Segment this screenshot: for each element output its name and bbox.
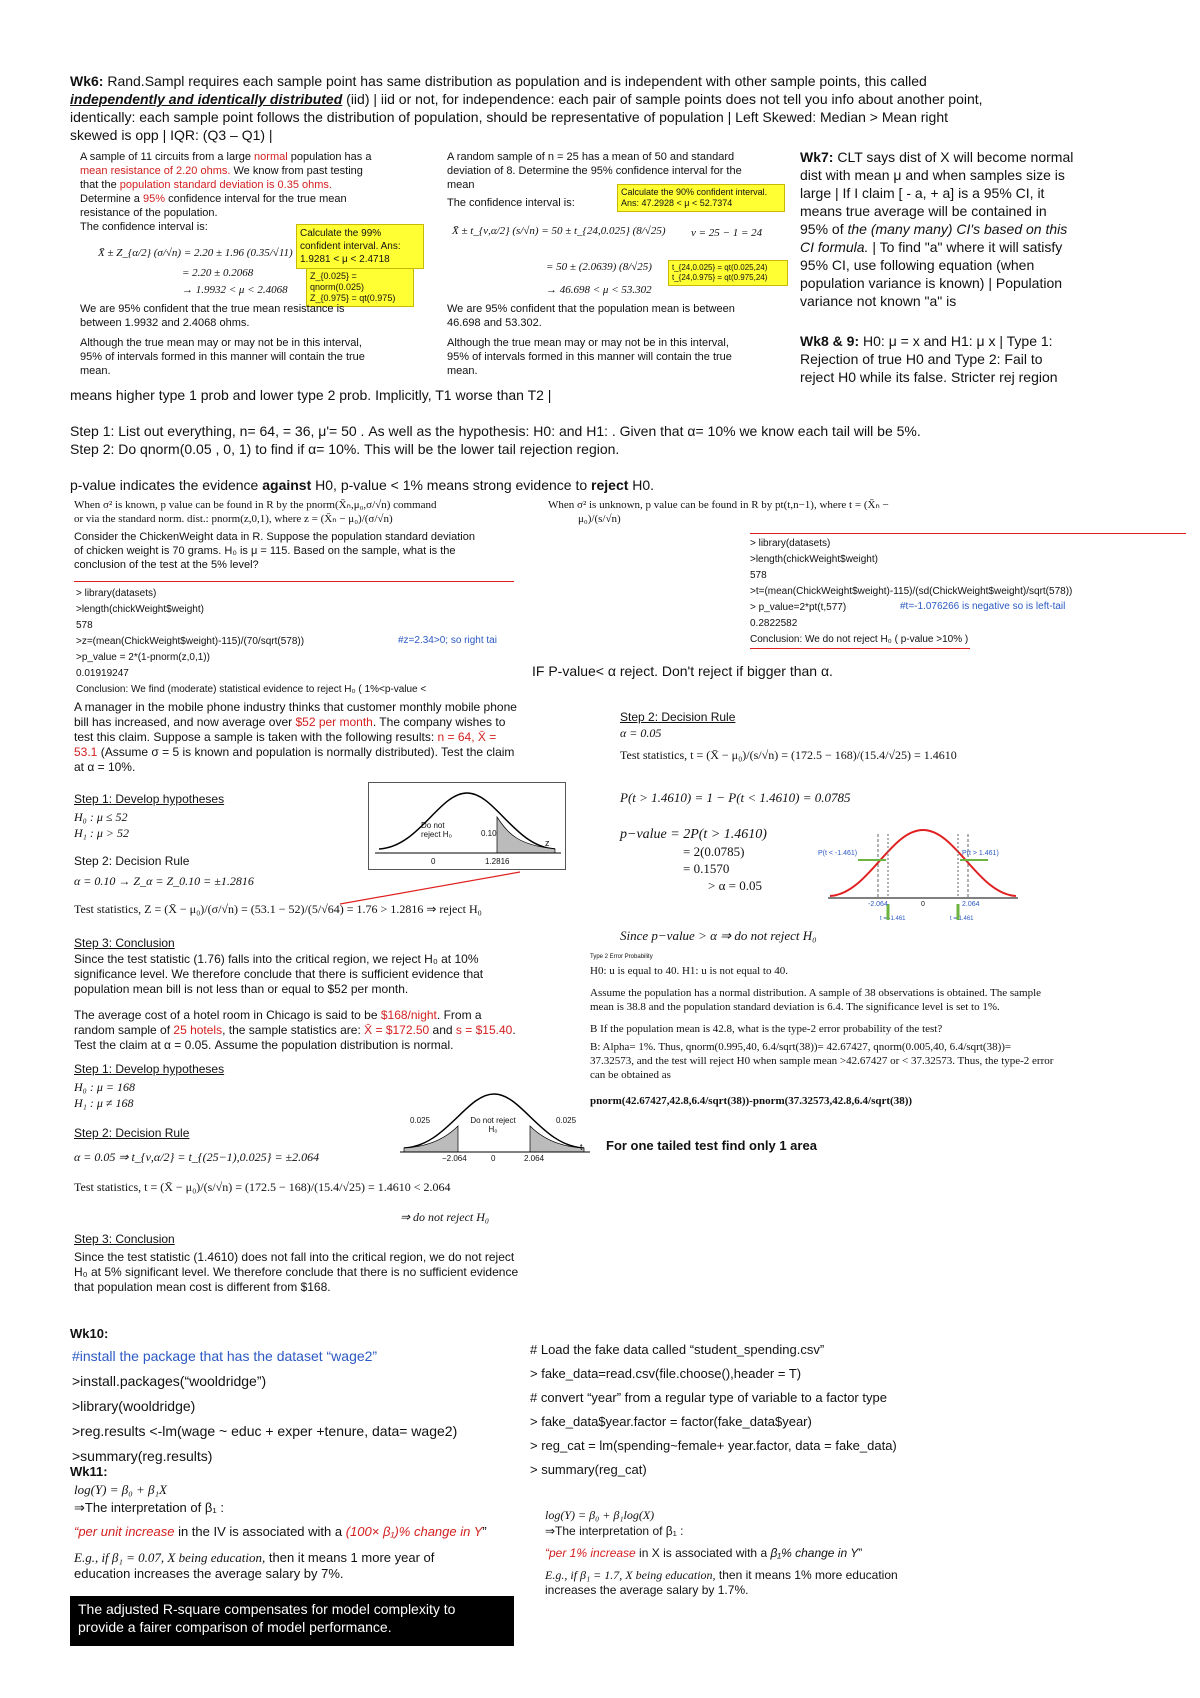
pvalue-rule: IF P-value< α reject. Don't reject if bigger than α. <box>532 663 833 679</box>
ex1-highlight: 95% <box>142 193 166 205</box>
pvalue-text: H0. <box>628 477 655 493</box>
wk7-text: the (many many) CI's based on this <box>847 221 1068 237</box>
type2-text: H0: u is equal to 40. H1: u is not equal to 40. <box>590 965 788 977</box>
ex2-df: ν = 25 − 1 = 24 <box>691 227 763 239</box>
hotel-h0: H₀ : μ = 168 <box>74 1080 135 1094</box>
adjusted-r-square-note <box>70 1596 514 1646</box>
wk11-example1 <box>74 1550 544 1582</box>
wk11-quote1 <box>74 1524 594 1540</box>
r-code-line: Conclusion: We find (moderate) statistical evidence to reject H₀ ( 1%<p-value < <box>76 684 427 695</box>
z-test-example <box>74 700 594 775</box>
wk11-example-text: increases the average salary by 1.7%. <box>545 1583 749 1597</box>
wk11-example-text: education increases the average salary by 7%. <box>74 1566 344 1581</box>
t-fig-label: 2.064 <box>962 901 980 908</box>
wk10-left-code <box>72 1344 542 1469</box>
t-curve-svg <box>828 824 1018 924</box>
hotel-rule: α = 0.05 ⇒ t_{ν,α/2} = t_{(25−1),0.025} = ±2.064 <box>74 1150 320 1164</box>
r-code-line: 0.01919247 <box>76 668 129 679</box>
zex-text: . The company wishes to <box>372 715 506 729</box>
t-fig-label: -2.064 <box>868 901 888 908</box>
ex2-conclusion <box>447 302 787 378</box>
hotel-step2: Step 2: Decision Rule <box>74 1126 190 1140</box>
zex-rule: α = 0.10 → Z_α = Z_0.10 = ±1.2816 <box>74 874 254 888</box>
divider-line <box>74 581 514 582</box>
wk11-example-text: E.g., if β₁ = 1.7, X being education, <box>545 1568 716 1582</box>
hotel-text: Test the claim at α = 0.05. Assume the population distribution is normal. <box>74 1038 454 1052</box>
wk10-heading: Wk10: <box>70 1326 109 1341</box>
wk10-code-line: >library(wooldridge) <box>72 1398 196 1414</box>
adjusted-r-square-text: provide a fairer comparison of model performance. <box>78 1619 392 1635</box>
wk11-quote-text: ” <box>482 1524 487 1539</box>
chick-question-text: Consider the ChickenWeight data in R. Suppose the population standard deviation <box>74 531 475 543</box>
tex-pvalue: > α = 0.05 <box>708 878 762 893</box>
type2-text: Assume the population has a normal distribution. A sample of 38 observations is obtained. The sample <box>590 987 1042 999</box>
r-code-line: >length(chickWeight$weight) <box>76 604 204 615</box>
hotel-text: The average cost of a hotel room in Chicago is said to be <box>74 1008 381 1022</box>
adjusted-r-square-text: The adjusted R-square compensates for model complexity to <box>78 1601 456 1617</box>
ex1-text: that the <box>80 179 120 191</box>
wk10-code-line: >install.packages(“wooldridge”) <box>72 1373 267 1389</box>
r-code-line: Conclusion: We do not reject H₀ ( p-value >10% ) <box>750 634 969 645</box>
zex-step3: Step 3: Conclusion <box>74 936 175 950</box>
wk11-heading: Wk11: <box>70 1464 108 1479</box>
pvalue-emph: against <box>262 477 312 493</box>
wk11-quote-text: in X is associated with a <box>635 1546 771 1560</box>
hotel-text: random sample of <box>74 1023 174 1037</box>
hotel-fig-label: 0.025 <box>410 1116 431 1125</box>
ex1-text: Determine a <box>80 193 143 205</box>
z-bell-curve <box>379 793 555 849</box>
wk11-model2: log(Y) = β₀ + β₁log(X) <box>545 1508 655 1522</box>
wk6-section <box>70 72 1130 144</box>
tex-step2: Step 2: Decision Rule <box>620 710 736 724</box>
steps-section <box>70 422 1150 458</box>
wk7-text: dist with mean μ and when samples size is <box>800 167 1065 183</box>
ex1-practice-note: Calculate the 99% confident interval. Ans: 1.9281 < μ < 2.4718 <box>296 224 424 269</box>
hotel-highlight: $168/night <box>380 1008 437 1022</box>
wk10-code-line: > reg_cat = lm(spending~female+ year.factor, data = fake_data) <box>530 1438 897 1453</box>
pvalue-unknown-text: When σ² is unknown, p value can be found in R by pt(t,n−1), where t = (X̄ₙ − <box>548 499 889 511</box>
t-fig-label: t = 1.461 <box>950 916 974 922</box>
z-fig-label: Do not reject H₀ <box>421 821 452 839</box>
type2-text: B: Alpha= 1%. Thus, qnorm(0.995,40, 6.4/sqrt(38))= 42.67427, qnorm(0.005,40, 6.4/sqrt(38))= <box>590 1041 1012 1053</box>
wk10-code-line: # Load the fake data called “student_spending.csv” <box>530 1342 825 1357</box>
type2-tail-note: For one tailed test find only 1 area <box>606 1138 817 1153</box>
wk11-model1: log(Y) = β₀ + β₁X <box>74 1482 167 1497</box>
ex1-text: confidence interval for the true mean <box>165 193 347 205</box>
ex2-r-note <box>668 260 788 286</box>
type2-code: pnorm(42.67427,42.8,6.4/sqrt(38))-pnorm(37.32573,42.8,6.4/sqrt(38)) <box>590 1095 913 1107</box>
zex-conclusion <box>74 952 604 997</box>
hotel-text: H₀ at 5% significant level. We therefore conclude that there is no sufficient evidence <box>74 1265 519 1279</box>
r-code-comment: #z=2.34>0; so right tai <box>398 635 497 646</box>
wk11-quote-emph: β₁% change in Y <box>770 1546 859 1560</box>
ex2-text: mean. <box>447 365 478 377</box>
tex-pvalue: = 2(0.0785) <box>683 844 745 859</box>
tex-pvalue: p−value = 2P(t > 1.4610) <box>620 827 767 842</box>
hotel-text: and <box>429 1023 456 1037</box>
hotel-fig-label: t <box>580 1142 583 1152</box>
pvalue-unknown-text: μ₀)/(s/√n) <box>578 513 621 525</box>
zex-text: test this claim. Suppose a sample is taken with the following results: <box>74 730 438 744</box>
ex2-text: mean <box>447 179 475 191</box>
pvalue-known <box>74 498 544 526</box>
wk7-text: | To find "a" where it will satisfy <box>868 239 1063 255</box>
wk11-example-text: E.g., if β₁ = 0.07, X being education, <box>74 1550 266 1565</box>
hotel-example <box>74 1008 614 1053</box>
z-rejection-figure <box>368 782 566 870</box>
divider-line <box>750 533 1186 534</box>
ex2-text: deviation of 8. Determine the 95% confidence interval for the <box>447 165 742 177</box>
wk7-text: large | If I claim [ - a, + a] is a 95% CI, it <box>800 185 1045 201</box>
r-code-line: > library(datasets) <box>76 588 157 599</box>
pvalue-known-text: or via the standard norm. dist.: pnorm(z,0,1), where z = (X̄ₙ − μ₀)/(σ/√n) <box>74 513 393 525</box>
hotel-highlight: X̄ = $172.50 <box>364 1023 430 1037</box>
hotel-text: Since the test statistic (1.4610) does not fall into the critical region, we do not reject <box>74 1250 515 1264</box>
wk6-text: identically: each sample point follows the distribution of population, should be representative of population | Left Skewed: Median > Mean right <box>70 109 949 125</box>
zex-text: (Assume σ = 5 is known and population is normally distributed). Test the claim <box>97 745 515 759</box>
type2-text: can be obtained as <box>590 1069 671 1081</box>
hotel-fig-label: −2.064 <box>442 1154 467 1163</box>
wk11-interp1: ⇒The interpretation of β₁ : <box>74 1500 224 1515</box>
zex-h1: H₁ : μ > 52 <box>74 826 129 840</box>
hotel-highlight: 25 hotels <box>173 1023 223 1037</box>
zex-text: Since the test statistic (1.76) falls into the critical region, we reject H₀ at 10% <box>74 952 479 966</box>
t-bell-curve <box>830 830 1016 896</box>
hotel-dnr: ⇒ do not reject H₀ <box>400 1210 490 1224</box>
ex2-text: We are 95% confident that the population mean is between <box>447 303 735 315</box>
hotel-fig-label: 0.025 <box>556 1116 577 1125</box>
zex-step1: Step 1: Develop hypotheses <box>74 792 225 806</box>
wk11-quote2 <box>545 1546 1105 1561</box>
t-pvalue-figure <box>818 824 1018 924</box>
ex1-text: We are 95% confident that the true mean resistance is <box>80 303 345 315</box>
wk7-text: variance not known "a" is <box>800 293 957 309</box>
ex1-text: Although the true mean may or may not be in this interval, <box>80 337 362 349</box>
wk89-text: H0: μ = x and H1: μ x | Type 1: <box>859 333 1053 349</box>
ex1-formula: → 1.9932 < μ < 2.4068 <box>182 284 288 296</box>
wk89-text: Rejection of true H0 and Type 2: Fail to <box>800 351 1043 367</box>
wk7-text: CI formula. <box>800 239 869 255</box>
ex1-text: 95% of intervals formed in this manner will contain the true <box>80 351 365 363</box>
ex1-highlight: population standard deviation is 0.35 ohms. <box>119 179 332 191</box>
pvalue-text: H0, p-value < 1% means strong evidence to <box>311 477 592 493</box>
r-code-t-test <box>750 536 1190 648</box>
z-fig-label: 1.2816 <box>485 857 510 866</box>
ex1-highlight: mean resistance of 2.20 ohms. <box>80 165 231 177</box>
ex2-r-note-line: t_{24,0.975} = qt(0.975,24) <box>672 273 768 282</box>
ex2-text: The confidence interval is: <box>447 197 575 209</box>
zex-text: bill has increased, and now average over <box>74 715 296 729</box>
ex2-formula: → 46.698 < μ < 53.302 <box>546 284 652 296</box>
ex2-practice-note: Calculate the 90% confident interval. Ans: 47.2928 < μ < 52.7374 <box>617 184 785 212</box>
ex1-text: We know from past testing <box>230 165 363 177</box>
r-code-line: >p_value = 2*(1-pnorm(z,0,1)) <box>76 652 210 663</box>
zex-test-stat: Test statistics, Z = (X̄ − μ₀)/(σ/√n) = (53.1 − 52)/(5/√64) = 1.76 > 1.2816 ⇒ reject H₀ <box>74 902 482 916</box>
wk6-heading: Wk6: <box>70 73 104 89</box>
chick-question <box>74 530 534 572</box>
wk11-quote-emph: “per 1% increase <box>545 1546 636 1560</box>
ex2-formula: X̄ ± t_{ν,α/2} (s/√n) = 50 ± t_{24,0.025} (8/√25) <box>452 225 666 237</box>
wk89-heading: Wk8 & 9: <box>800 333 860 349</box>
wk11-example-text: then it means 1% more education <box>715 1568 898 1582</box>
hotel-step3: Step 3: Conclusion <box>74 1232 175 1246</box>
hotel-text: . <box>512 1023 516 1037</box>
wk7-text: population variance is known) | Population <box>800 275 1063 291</box>
ex1-r-note-line: Z_{0.975} = qt(0.975) <box>310 293 396 303</box>
wk7-text: CLT says dist of X will become normal <box>833 149 1074 165</box>
pvalue-emph: reject <box>591 477 629 493</box>
hotel-fig-label: Do not reject H₀ <box>470 1116 516 1134</box>
wk11-quote-text: ” <box>858 1546 863 1560</box>
t-fig-label: t = -1.461 <box>880 916 906 922</box>
ex2-r-note-line: t_{24,0.025} = qt(0.025,24) <box>672 263 768 272</box>
ex1-text: between 1.9932 and 2.4068 ohms. <box>80 317 250 329</box>
pvalue-known-text: When σ² is known, p value can be found in R by the pnorm(X̄ₙ,μ₀,σ/√n) command <box>74 499 437 511</box>
wk6-text: Rand.Sampl requires each sample point has same distribution as population and is independent with other sample points, this called <box>103 73 927 89</box>
tex-pvalue: = 0.1570 <box>683 861 730 876</box>
type2-title: Type 2 Error Probability <box>590 954 653 960</box>
wk10-code-line: > fake_data=read.csv(file.choose(),header = T) <box>530 1366 802 1381</box>
zex-step2: Step 2: Decision Rule <box>74 854 190 868</box>
z-fig-label: 0 <box>431 857 436 866</box>
r-code-line: >z=(mean(ChickWeight$weight)-115)/(70/sqrt(578)) <box>76 636 305 647</box>
tex-since: Since p−value > α ⇒ do not reject H₀ <box>620 928 817 943</box>
iid-term: independently and identically distributed <box>70 91 343 107</box>
hotel-fig-label: 2.064 <box>524 1154 545 1163</box>
type2-text: mean is 38.8 and the population standard deviation is 6.4. The significance level is set to 1%. <box>590 1001 1000 1013</box>
hotel-text: that population mean cost is different from $168. <box>74 1280 331 1294</box>
wk10-code-line: # convert “year” from a regular type of variable to a factor type <box>530 1390 887 1405</box>
zex-arrow <box>340 868 540 908</box>
hotel-step1: Step 1: Develop hypotheses <box>74 1062 225 1076</box>
hotel-highlight: s = $15.40 <box>455 1023 513 1037</box>
wk10-code-line: > fake_data$year.factor = factor(fake_data$year) <box>530 1414 812 1429</box>
wk6-text: (iid) | iid or not, for independence: each pair of sample points does not tell you info about another point, <box>342 91 983 107</box>
zex-text: significance level. We therefore conclude that there is sufficient evidence that <box>74 967 484 981</box>
r-code-line: >t=(mean(ChickWeight$weight)-115)/(sd(ChickWeight$weight)/sqrt(578)) <box>750 586 1073 597</box>
r-code-line: > p_value=2*pt(t,577) <box>750 602 847 613</box>
type2-section <box>590 964 1150 1108</box>
wk6-text: skewed is opp | IQR: (Q3 – Q1) | <box>70 127 273 143</box>
ex1-highlight: normal <box>254 151 288 163</box>
wk11-example-text: then it means 1 more year of <box>265 1550 435 1565</box>
ex1-formula: = 2.20 ± 0.2068 <box>182 267 254 279</box>
wk11-quote-emph: (100× β₁)% change in Y <box>345 1524 483 1539</box>
r-code-line: 578 <box>76 620 93 631</box>
wk11-quote-emph: “per unit increase <box>74 1524 175 1539</box>
ex1-text: population has a <box>287 151 372 163</box>
wk89-text: reject H0 while its false. Stricter rej region <box>800 369 1058 385</box>
hotel-fig-label: 0 <box>491 1154 496 1163</box>
wk7-text: 95% CI, use following equation (when <box>800 257 1035 273</box>
wk7-heading: Wk7: <box>800 149 834 165</box>
wk7-section <box>800 148 1135 310</box>
zex-text: A manager in the mobile phone industry thinks that customer monthly mobile phone <box>74 700 517 714</box>
step-text: Step 2: Do qnorm(0.05 , 0, 1) to find if α= 10%. This will be the lower tail rejection region. <box>70 441 620 457</box>
wk10-code-comment: #install the package that has the dataset “wage2” <box>72 1348 378 1364</box>
zex-highlight: n = 64, X̄ = <box>437 730 497 744</box>
hotel-text: . From a <box>436 1008 482 1022</box>
pvalue-text: p-value indicates the evidence <box>70 477 263 493</box>
ex2-text: 46.698 and 53.302. <box>447 317 542 329</box>
r-code-comment: #t=-1.076266 is negative so is left-tail <box>900 601 1066 612</box>
ex1-text: The confidence interval is: <box>80 221 208 233</box>
wk10-code-line: >reg.results <-lm(wage ~ educ + exper +tenure, data= wage2) <box>72 1423 458 1439</box>
zex-h0: H₀ : μ ≤ 52 <box>74 810 128 824</box>
pvalue-unknown <box>548 498 948 526</box>
z-fig-label: 0.10 <box>481 829 497 838</box>
zex-highlight: $52 per month <box>295 715 373 729</box>
wk7-text: 95% of <box>800 221 848 237</box>
type2-text: 37.32573, and the test will reject H0 when sample mean >42.67427 or < 37.32573. Thus, the type-2 error <box>590 1055 1054 1067</box>
zex-text: at α = 10%. <box>74 760 136 774</box>
ex1-text: resistance of the population. <box>80 207 218 219</box>
ex1-text: mean. <box>80 365 111 377</box>
chick-question-text: conclusion of the test at the 5% level? <box>74 559 259 571</box>
r-code-line: > library(datasets) <box>750 538 831 549</box>
red-arrow-line <box>340 872 520 904</box>
step-text: Step 1: List out everything, n= 64, = 36, μ'= 50 . As well as the hypothesis: H0: and H1: . Given that α= 10% we know each tail will be 5%. <box>70 423 921 439</box>
ex1-formula: X̄ ± Z_{α/2} (σ/√n) = 2.20 ± 1.96 (0.35/√11) <box>98 247 293 259</box>
tex-test-stat: Test statistics, t = (X̄ − μ₀)/(s/√n) = (172.5 − 168)/(15.4/√25) = 1.4610 <box>620 748 957 762</box>
hotel-text: , the sample statistics are: <box>222 1023 365 1037</box>
r-code-line: 0.2822582 <box>750 618 798 629</box>
tex-alpha: α = 0.05 <box>620 726 662 740</box>
ex2-text: 95% of intervals formed in this manner will contain the true <box>447 351 732 363</box>
hotel-test-stat: Test statistics, t = (X̄ − μ₀)/(s/√n) = (172.5 − 168)/(15.4/√25) = 1.4610 < 2.064 <box>74 1180 451 1194</box>
hotel-h1: H₁ : μ ≠ 168 <box>74 1096 134 1110</box>
wk11-quote-text: in the IV is associated with a <box>174 1524 346 1539</box>
wk89-text: means higher type 1 prob and lower type 2 prob. Implicitly, T1 worse than T2 | <box>70 387 552 403</box>
ex1-text: A sample of 11 circuits from a large <box>80 151 255 163</box>
pvalue-definition <box>70 476 1150 494</box>
r-code-line: >length(chickWeight$weight) <box>750 554 878 565</box>
ex1-conclusion <box>80 302 425 378</box>
zex-highlight: 53.1 <box>74 745 98 759</box>
z-curve-svg <box>369 783 565 869</box>
wk7-text: means true average will be contained in <box>800 203 1047 219</box>
tex-prob: P(t > 1.4610) = 1 − P(t < 1.4610) = 0.0785 <box>620 790 851 805</box>
t-fig-label: 0 <box>921 901 925 908</box>
ex1-r-note-line: Z_{0.025} = qnorm(0.025) <box>310 271 365 292</box>
r-code-line: 578 <box>750 570 767 581</box>
wk11-example2 <box>545 1568 1105 1598</box>
wk10-code-line: >summary(reg.results) <box>72 1448 213 1464</box>
ex2-text: Although the true mean may or may not be in this interval, <box>447 337 729 349</box>
wk10-code-line: > summary(reg_cat) <box>530 1462 647 1477</box>
t-fig-label: P(t < -1.461) <box>818 850 858 857</box>
wk11-interp2: ⇒The interpretation of β₁ : <box>545 1524 684 1538</box>
ci-z-example <box>80 150 425 234</box>
hotel-conclusion <box>74 1250 604 1295</box>
wk89-section <box>800 332 1135 386</box>
t-rejection-figure <box>396 1088 592 1168</box>
ex2-text: A random sample of n = 25 has a mean of 50 and standard <box>447 151 735 163</box>
t-fig-label: P(t > 1.461) <box>962 850 999 857</box>
wk10-right-code <box>530 1338 1090 1482</box>
chick-question-text: of chicken weight is 70 grams. H₀ is μ = 115. Based on the sample, what is the <box>74 545 456 557</box>
type2-text: B If the population mean is 42.8, what is the type-2 error probability of the test? <box>590 1023 943 1035</box>
zex-text: population mean bill is not less than or equal to $52 per month. <box>74 982 409 996</box>
divider-line <box>750 648 970 649</box>
z-fig-label: z <box>545 838 550 848</box>
ex2-formula: = 50 ± (2.0639) (8/√25) <box>546 261 652 273</box>
